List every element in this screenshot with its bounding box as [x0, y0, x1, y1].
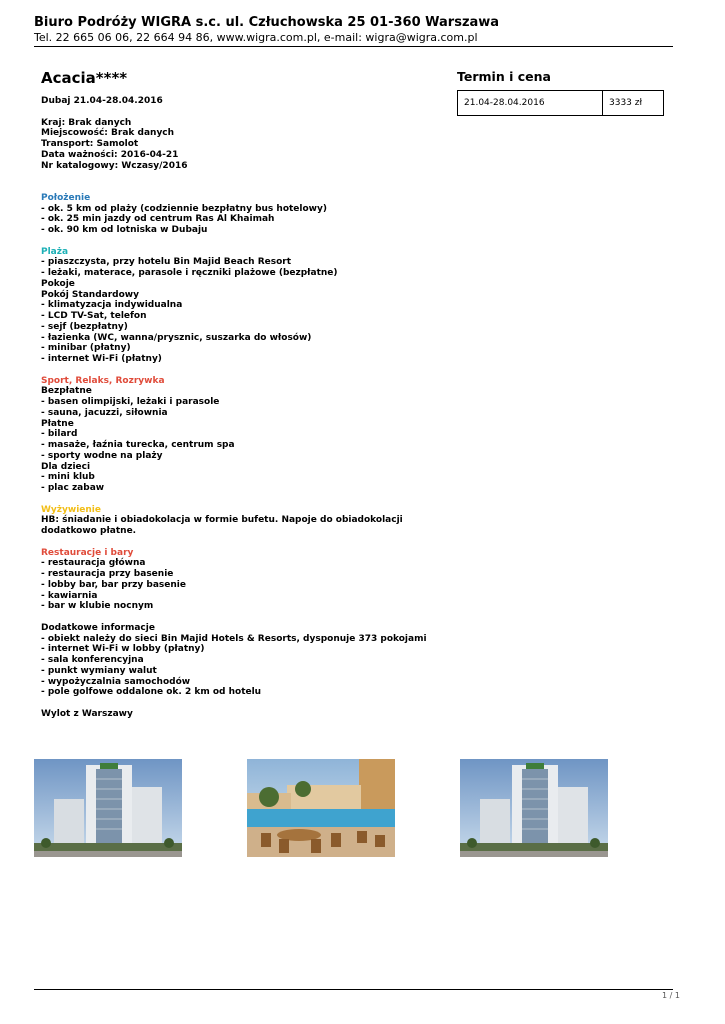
list-item: - pole golfowe oddalone ok. 2 km od hotelu	[41, 687, 262, 698]
section-title-location: Położenie	[41, 192, 91, 203]
list-item: - punkt wymiany walut	[41, 665, 157, 676]
detail-validity: Data ważności: 2016-04-21	[41, 149, 179, 160]
section-title-board: Wyżywienie	[41, 504, 101, 515]
footer-divider	[34, 989, 673, 990]
header-divider	[34, 46, 673, 47]
company-header: Biuro Podróży WIGRA s.c. ul. Człuchowska 25 01-360 Warszawa	[34, 15, 500, 30]
pool-terrace-photo	[247, 759, 395, 857]
price-amount: 3333 zł	[603, 91, 664, 116]
company-contact: Tel. 22 665 06 06, 22 664 94 86, www.wigra.com.pl, e-mail: wigra@wigra.com.pl	[34, 31, 478, 44]
list-item: - minibar (płatny)	[41, 343, 131, 354]
list-item: - lobby bar, bar przy basenie	[41, 579, 186, 590]
list-item: - leżaki, materace, parasole i ręczniki plażowe (bezpłatne)	[41, 268, 338, 278]
list-item: - sporty wodne na plaży	[41, 450, 163, 461]
list-item: - łazienka (WC, wanna/prysznic, suszarka do włosów)	[41, 332, 312, 343]
list-item: - LCD TV-Sat, telefon	[41, 311, 147, 321]
list-item: - ok. 90 km od lotniska w Dubaju	[41, 225, 208, 235]
list-item: - ok. 5 km od plaży (codziennie bezpłatny bus hotelowy)	[41, 203, 327, 214]
list-item: - bar w klubie nocnym	[41, 601, 154, 612]
list-item: Pokój Standardowy	[41, 289, 139, 300]
page-number: 1 / 1	[662, 991, 680, 1000]
offer-title: Acacia****	[41, 69, 128, 87]
list-item: - klimatyzacja indywidualna	[41, 300, 183, 311]
detail-city: Miejscowość: Brak danych	[41, 128, 175, 139]
section-title-additional: Dodatkowe informacje	[41, 622, 155, 633]
hotel-tower-photo	[34, 759, 182, 857]
list-item: - restauracja przy basenie	[41, 569, 174, 579]
list-item: - internet Wi-Fi (płatny)	[41, 354, 162, 364]
section-title-beach: Plaża	[41, 246, 69, 257]
list-item: Bezpłatne	[41, 386, 92, 397]
list-item: - bilard	[41, 429, 78, 440]
list-item: - restauracja główna	[41, 558, 146, 569]
list-item: - mini klub	[41, 472, 95, 483]
detail-transport: Transport: Samolot	[41, 139, 139, 149]
offer-content	[41, 96, 451, 720]
detail-catalog: Nr katalogowy: Wczasy/2016	[41, 160, 188, 171]
price-heading: Termin i cena	[457, 69, 551, 84]
list-item: - basen olimpijski, leżaki i parasole	[41, 397, 220, 407]
list-item: Pokoje	[41, 278, 75, 289]
list-item: - obiekt należy do sieci Bin Majid Hotels & Resorts, dysponuje 373 pokojami	[41, 633, 427, 644]
offer-dates: Dubaj 21.04-28.04.2016	[41, 96, 163, 106]
list-item: - wypożyczalnia samochodów	[41, 676, 191, 687]
price-row	[458, 91, 664, 116]
section-title-sport: Sport, Relaks, Rozrywka	[41, 375, 165, 386]
price-term: 21.04-28.04.2016	[458, 91, 603, 116]
list-item: - internet Wi-Fi w lobby (płatny)	[41, 644, 205, 655]
list-item: Płatne	[41, 418, 74, 429]
board-text: HB: śniadanie i obiadokolacja w formie bufetu. Napoje do obiadokolacji dodatkowo płatne.	[41, 515, 403, 536]
departure-note: Wylot z Warszawy	[41, 708, 133, 719]
list-item: - sejf (bezpłatny)	[41, 321, 128, 332]
list-item: - piaszczysta, przy hotelu Bin Majid Beach Resort	[41, 257, 292, 268]
detail-country: Kraj: Brak danych	[41, 117, 132, 128]
list-item: - ok. 25 min jazdy od centrum Ras Al Khaimah	[41, 214, 275, 225]
hotel-tower-photo	[460, 759, 608, 857]
list-item: - sauna, jacuzzi, siłownia	[41, 407, 168, 418]
list-item: - plac zabaw	[41, 483, 105, 493]
list-item: - sala konferencyjna	[41, 655, 144, 665]
list-item: - masaże, łaźnia turecka, centrum spa	[41, 440, 235, 450]
price-table	[457, 90, 664, 116]
section-title-restaurants: Restauracje i bary	[41, 547, 134, 558]
list-item: Dla dzieci	[41, 461, 91, 472]
list-item: - kawiarnia	[41, 590, 98, 601]
